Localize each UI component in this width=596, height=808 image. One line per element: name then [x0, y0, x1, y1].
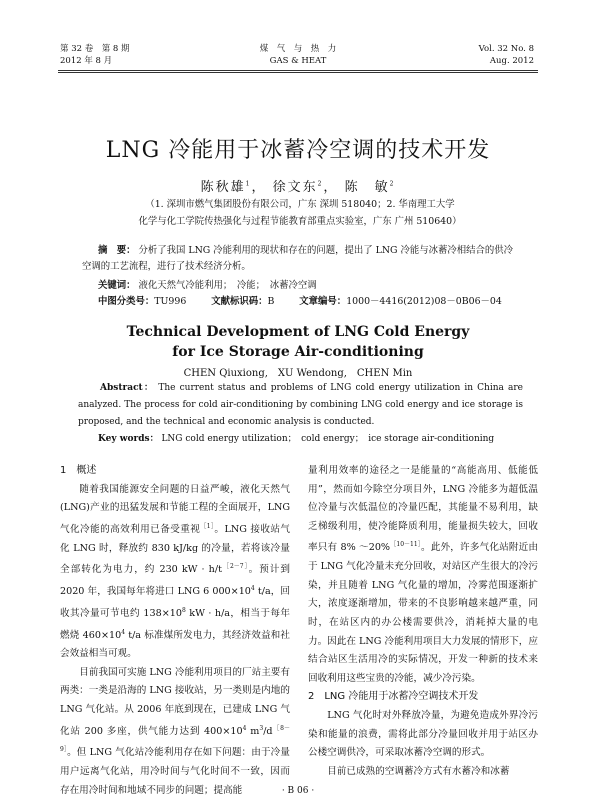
author-3-aff: 2 — [389, 180, 396, 188]
body-column-left — [60, 462, 290, 800]
author-2: 徐文东 — [272, 180, 318, 195]
classification-line — [98, 293, 502, 307]
paragraph-2 — [60, 664, 290, 801]
p1-text-b: 。LNG 接收站气化 LNG 时，释放约 830 kJ/kg 的冷量，若将该冷量全部转化为电力，约 230 kW · h/t — [60, 523, 291, 576]
p2-text-c: /d — [263, 725, 273, 737]
journal-name-cn: 煤 气 与 热 力 — [259, 44, 337, 54]
citation-10-11: ［10－11］ — [390, 541, 421, 549]
page-number: · B 06 · — [281, 786, 315, 796]
p1-text-c: 。预计到 2020 年，我国每年将进口 LNG 6 000×10 — [60, 564, 291, 598]
journal-name-en: GAS & HEAT — [269, 56, 327, 66]
abstract-en-text: The current status and problems of LNG cold energy utilization in China are analyzed. The process for cold air-conditioning by combining LNG cold energy and ice storage is proposed, and the technical and economic analysis is conducted. — [78, 383, 523, 427]
p3-text-b: 。此外，许多气化站附近由于 LNG 气化冷量未充分回收，对站区产生很大的冷污染，并且随着 LNG 气化量的增加，冷雾范围逐渐扩大，浓度逐渐增加，带来的不良影响越来越严重，同时，在站区内的办公楼需要供冷，消耗掉大量的电力。因此在 LNG 冷能利用项目大力发展的情形下，应结合站区生活用冷的实际情况，开发一种新的技术来回收利用这些宝贵的冷能，减少冷污染。 — [308, 542, 538, 684]
p1-text-e: kW · h/a，相当于每年燃烧 460×10 — [60, 607, 290, 641]
author-3: 陈 敏 — [344, 180, 390, 195]
citation-8-9: ［8－9］ — [60, 724, 290, 754]
body-column-right — [308, 462, 538, 781]
p2-text-b: m — [246, 725, 260, 737]
author-2-aff: 2 — [317, 180, 324, 188]
author-1: 陈秋雄 — [200, 180, 246, 195]
exponent: 4 — [121, 628, 126, 636]
p1-text-d: t/a，回收其冷量可节电约 138×10 — [60, 586, 290, 619]
affiliations — [70, 196, 530, 230]
article-number-value: 1000－4416(2012)08－0B06－04 — [346, 296, 502, 307]
doc-code-value: B — [267, 296, 275, 307]
header-date-cn: 2012 年 8 月 — [60, 56, 113, 66]
doc-code-label: 文献标识码： — [211, 296, 268, 307]
author-1-aff: 1 — [245, 180, 252, 188]
exponent: 4 — [242, 724, 247, 732]
paragraph-1 — [60, 481, 290, 664]
header-rule-top — [58, 70, 538, 71]
title-en-line-1: Technical Development of LNG Cold Energy — [126, 324, 470, 340]
keywords-en-text: LNG cold energy utilization； cold energy； ice storage air-conditioning — [161, 434, 495, 444]
header-vol-en: Vol. 32 No. 8 — [478, 44, 534, 54]
citation-1: ［1］ — [200, 522, 215, 530]
exponent: 3 — [259, 724, 264, 732]
p2-text-d: 。但 LNG 气化站冷能利用存在如下问题：由于冷量用户远离气化站，用冷时间与气化时间不一致，因而存在用冷时间和地域不同步的问题；提高能 — [60, 747, 290, 796]
keywords-en-label: Key words： — [98, 434, 159, 444]
abstract-cn-text: 分析了我国 LNG 冷能利用的现状和存在的问题，提出了 LNG 冷能与冰蓄冷相结合的供冷空调的工艺流程，进行了技术经济分析。 — [82, 245, 514, 272]
clc-label: 中图分类号： — [98, 296, 155, 307]
section-1-heading: 1 概述 — [60, 465, 97, 476]
clc-value: TU996 — [154, 296, 187, 307]
header-volume-en — [479, 43, 534, 67]
paper-title-en — [0, 322, 596, 362]
abstract-cn — [82, 243, 522, 275]
header-rule-bottom — [58, 72, 538, 73]
p3-text-a: 量利用效率的途径之一是能量的“高能高用、低能低用”，然而如今除空分项目外，LNG 冷能多为超低温位冷量与次低温位的冷量匹配，其能量不易利用，缺乏梯级利用，使冷能降质利用，能量损失较大，回收率只有 8% ～20% — [308, 465, 538, 554]
p1-text-a: 随着我国能源安全问题的日益严峻，液化天然气(LNG)产业的迅猛发展和节能工程的全面展开，LNG 气化冷能的高效利用已备受重视 — [60, 483, 290, 535]
keywords-cn-text: 液化天然气冷能利用； 冷能； 冰蓄冷空调 — [138, 280, 317, 291]
abstract-en — [78, 380, 523, 431]
p1-text-f: t/a 标准煤所发电力，其经济效益和社会效益相当可观。 — [60, 629, 291, 660]
keywords-cn-label: 关键词： — [98, 280, 136, 291]
affiliation-line-1: （1. 深圳市燃气集团股份有限公司，广东 深圳 518040；2. 华南理工大学 — [145, 199, 455, 210]
citation-2-7: ［2－7］ — [221, 563, 249, 571]
section-2-heading: 2 LNG 冷能用于冰蓄冷空调技术开发 — [308, 691, 479, 703]
header-date-en: Aug. 2012 — [489, 56, 534, 66]
authors-en: CHEN Qiuxiong, XU Wendong, CHEN Min — [183, 368, 413, 379]
article-number-label: 文章编号： — [299, 296, 347, 307]
abstract-cn-label: 摘 要： — [98, 245, 136, 256]
paragraph-3 — [308, 462, 538, 688]
abstract-en-label: Abstract： — [100, 383, 155, 393]
authors-cn: 陈秋雄$^1$， 徐文东$^2$， 陈 敏$^2$ — [200, 180, 396, 195]
p2-text-a: 目前我国可实施 LNG 冷能利用项目的厂站主要有两类：一类是沿海的 LNG 接收站，另一类则是内地的 LNG 气化站。从 2006 年底到现在，已建成 LNG 气化站 200 多座，供气能力达到 400×10 — [60, 666, 290, 737]
paper-title-cn: LNG 冷能用于冰蓄冷空调的技术开发 — [105, 138, 491, 163]
exponent: 4 — [250, 584, 255, 592]
header-vol-cn: 第 32 卷 第 8 期 — [60, 44, 130, 54]
keywords-en — [98, 431, 494, 444]
paragraph-4: LNG 气化时对外释放冷量，为避免造成外界冷污染和能量的浪费，需将此部分冷量回收并用于站区办公楼空调供冷，可采取冰蓄冷空调的形式。 — [308, 709, 538, 759]
keywords-cn — [98, 277, 317, 291]
paragraph-5: 目前已成熟的空调蓄冷方式有水蓄冷和冰蓄 — [327, 765, 510, 777]
affiliation-line-2: 化学与化工学院传热强化与过程节能教育部重点实验室，广东 广州 510640） — [138, 216, 462, 227]
title-en-line-2: for Ice Storage Air-conditioning — [172, 344, 424, 360]
exponent: 8 — [181, 606, 186, 614]
